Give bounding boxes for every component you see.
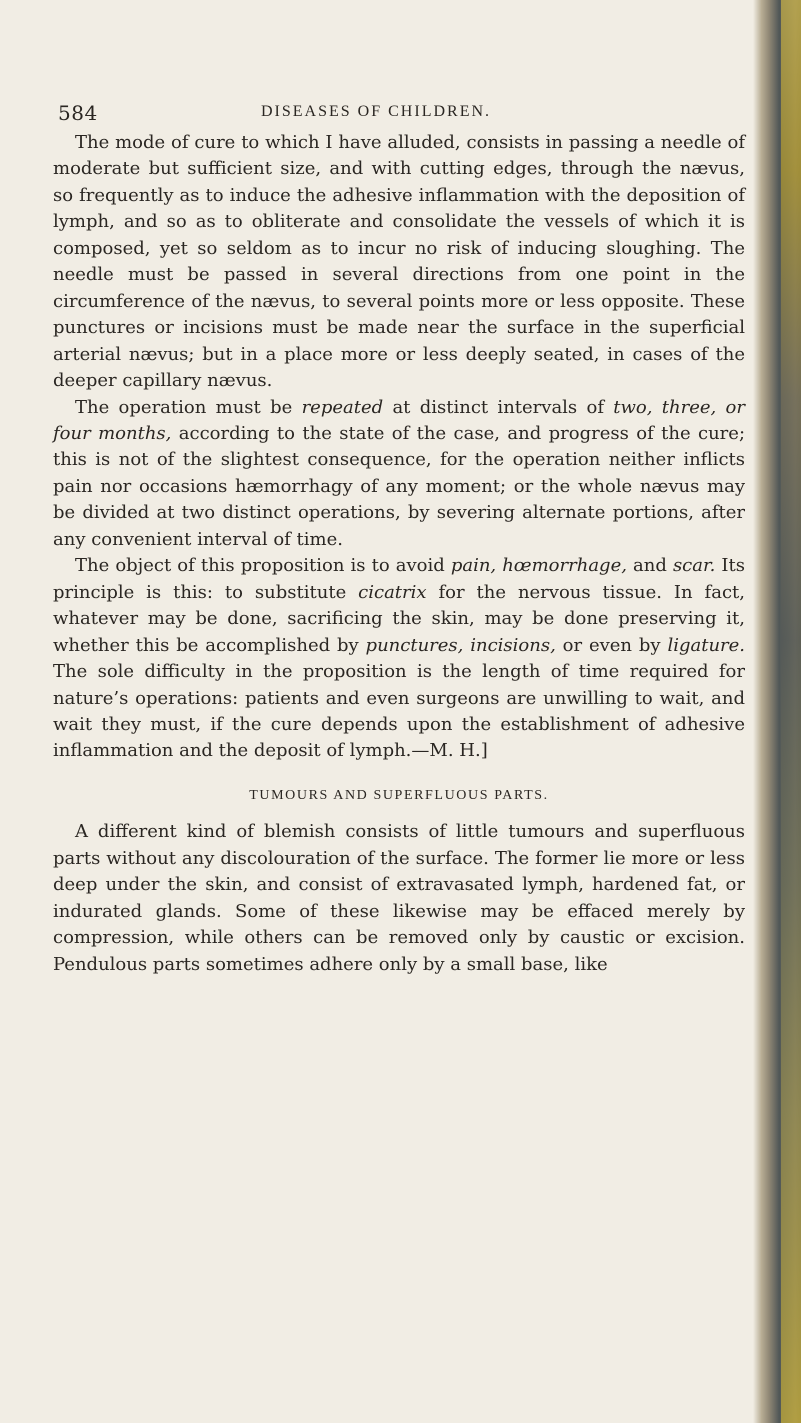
- body-text: [53, 130, 745, 978]
- paragraph-text: The sole difficulty in the proposition is the length of time required for nature’s operations: patients and even surgeons are unwilling to wait, and wait they must, if the cure depends upon the establishment of adhesive inflammation and the deposit of lymph.—M. H.]: [53, 661, 745, 762]
- paragraph-text: Its principle is this: to substitute: [53, 555, 745, 603]
- italic-phrase: punctures, incisions,: [365, 634, 556, 656]
- italic-phrase: pain, hœmorrhage,: [450, 555, 627, 577]
- italic-phrase: two, three, or four months,: [53, 396, 745, 444]
- section-heading: TUMOURS AND SUPERFLUOUS PARTS.: [249, 787, 549, 803]
- page-header: [58, 101, 718, 129]
- paragraph-text: The operation must be: [75, 396, 302, 418]
- paragraph-text: and: [626, 555, 673, 577]
- italic-phrase: cicatrix: [358, 581, 427, 603]
- paragraph-text: The mode of cure to which I have alluded, consists in passing a needle of moderate but sufficient size, and with cutting edges, through the nævus, so frequently as to induce the adhesive inflammation with the deposition of lymph, and so as to obliterate and consolidate the vessels of which it is composed, yet so seldom as to incur no risk of inducing sloughing. The needle must be passed in several directions from one point in the circumference of the nævus, to several points more or less opposite. These punctures or incisions must be made near the surface in the superficial arterial nævus; but in a place more or less deeply seated, in cases of the deeper capillary nævus.: [53, 132, 745, 392]
- page-number: 584: [58, 101, 98, 125]
- paragraph-tumours: [53, 819, 745, 978]
- page-edge-binding: [781, 0, 801, 1423]
- paragraph-text: A different kind of blemish consists of little tumours and superfluous parts without any discolouration of the surface. The former lie more or less deep under the skin, and consist of extravasated lymph, hardened fat, or indurated glands. Some of these likewise may be effaced merely by compression, while others can be removed only by caustic or excision. Pendulous parts sometimes adhere only by a small base, like: [53, 821, 745, 975]
- paragraph-text: at distinct intervals of: [383, 396, 614, 418]
- paragraph-text: or even by: [555, 634, 668, 656]
- italic-phrase: ligature.: [667, 634, 746, 656]
- italic-phrase: scar.: [672, 555, 716, 577]
- paragraph-operation-repeated: [53, 395, 745, 554]
- italic-phrase: repeated: [301, 396, 384, 418]
- paragraph-mode-of-cure: [53, 130, 745, 395]
- paragraph-text: The object of this proposition is to avoid: [75, 555, 451, 577]
- paragraph-object-of-proposition: [53, 553, 745, 765]
- running-head: DISEASES OF CHILDREN.: [261, 103, 492, 120]
- paragraph-text: for the nervous tissue. In fact, whatever may be done, sacrificing the skin, may be done preserving it, whether this be accomplished by: [53, 581, 745, 656]
- paragraph-text: according to the state of the case, and progress of the cure; this is not of the slightest consequence, for the operation neither inflicts pain nor occasions hæmorrhagy of any moment; or the whole nævus may be divided at two distinct operations, by severing alternate portions, after any convenient interval of time.: [53, 422, 746, 550]
